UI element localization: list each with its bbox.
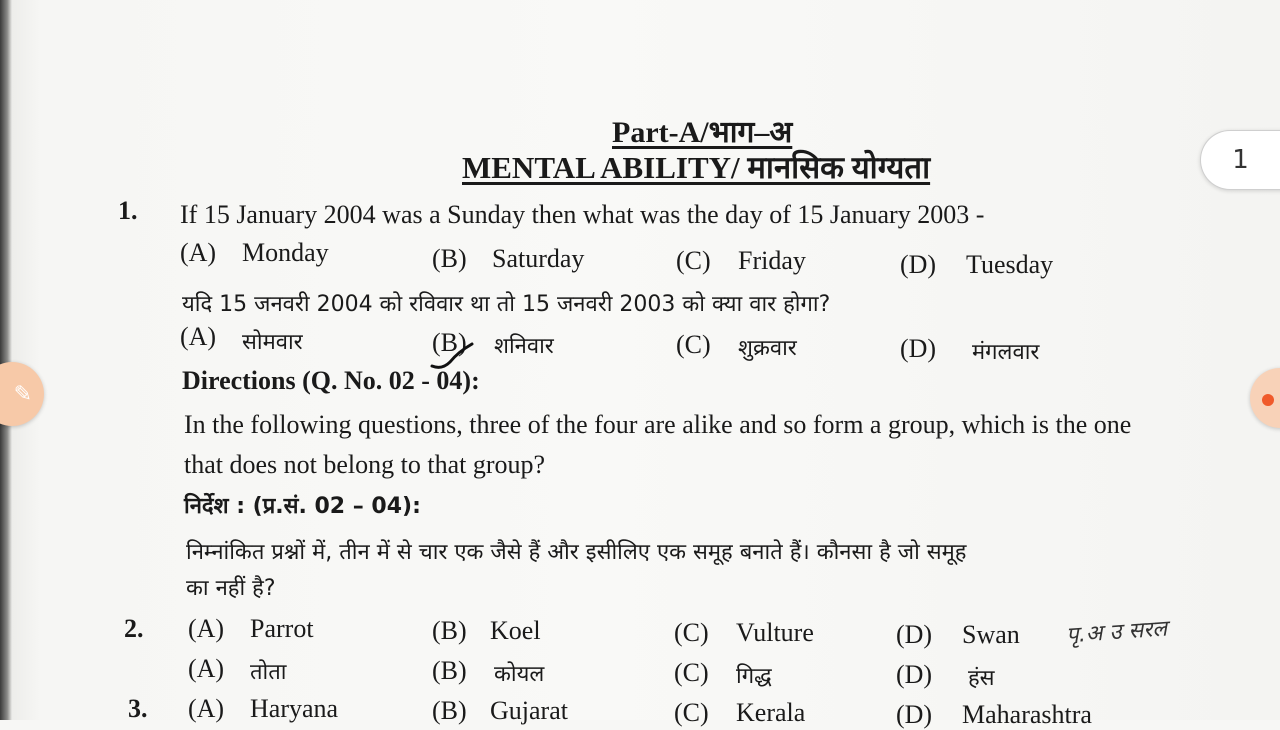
q3-opt-d-text: Maharashtra [962,700,1092,729]
q1-text-hi: यदि 15 जनवरी 2004 को रविवार था तो 15 जनवरी 2003 को क्या वार होगा? [182,292,831,317]
q1-hi-opt-d-label: (D) [900,334,937,363]
q2-opt-a-label: (A) [188,614,225,643]
q3-opt-b-text: Gujarat [490,696,568,725]
q1-hi-opt-b-label: (B) [432,328,467,357]
q1-opt-c-text: Friday [738,246,806,275]
q1-opt-d-text: Tuesday [966,250,1054,279]
q1-opt-b-label: (B) [432,244,467,273]
q3-opt-b-label: (B) [432,696,467,725]
q1-number: 1. [118,196,138,225]
directions-heading-en: Directions (Q. No. 02 - 04): [182,366,480,395]
q2-hi-opt-c-text: गिद्ध [736,664,772,689]
q2-opt-b-text: Koel [490,616,541,645]
handwritten-annotation: पृ.अ उ सरल [1065,616,1168,649]
q3-number: 3. [128,694,148,723]
q2-opt-b-label: (B) [432,616,467,645]
q1-hi-opt-c-label: (C) [676,330,711,359]
part-heading: Part-A/भाग–अ [612,116,793,149]
q3-opt-a-label: (A) [188,694,225,723]
q3-opt-c-label: (C) [674,698,709,727]
brush-icon: ✎ [13,381,32,406]
q1-opt-a-label: (A) [180,238,217,267]
q3-opt-d-label: (D) [896,700,933,729]
section-heading: MENTAL ABILITY/ मानसिक योग्यता [462,150,931,185]
q2-hi-opt-b-label: (B) [432,656,467,685]
q2-opt-c-text: Vulture [736,618,814,647]
q2-hi-opt-d-text: हंस [968,666,995,691]
q2-opt-c-label: (C) [674,618,709,647]
q1-hi-opt-a-label: (A) [180,322,217,351]
directions-body-en-2: that does not belong to that group? [184,450,546,479]
q2-hi-opt-b-text: कोयल [494,662,545,687]
q2-hi-opt-a-label: (A) [188,654,225,683]
directions-body-hi-2: का नहीं है? [186,576,276,601]
directions-heading-hi: निर्देश : (प्र.सं. 02 – 04): [184,494,421,519]
q3-opt-c-text: Kerala [736,698,806,727]
directions-body-hi-1: निम्नांकित प्रश्नों में, तीन में से चार एक जैसे हैं और इसीलिए एक समूह बनाते हैं। कौनसा है जो समूह [186,540,967,565]
q1-opt-b-text: Saturday [492,244,585,273]
q1-hi-opt-c-text: शुक्रवार [738,336,797,361]
q1-hi-opt-d-text: मंगलवार [972,340,1040,365]
directions-body-en-1: In the following questions, three of the four are alike and so form a group, which is the one [184,410,1132,439]
q1-hi-opt-a-text: सोमवार [242,330,303,355]
page-number-label: 1 [1232,145,1249,175]
q1-opt-a-text: Monday [242,238,329,267]
q2-hi-opt-a-text: तोता [250,660,287,685]
record-dot-icon [1262,394,1274,406]
q2-opt-d-label: (D) [896,620,933,649]
page-left-edge [0,0,12,720]
q2-opt-a-text: Parrot [250,614,314,643]
q2-hi-opt-d-label: (D) [896,660,933,689]
q1-hi-opt-b-text: शनिवार [494,334,554,359]
page-number-indicator[interactable] [1200,130,1280,190]
q1-text-en: If 15 January 2004 was a Sunday then what was the day of 15 January 2003 - [180,200,985,229]
q2-hi-opt-c-label: (C) [674,658,709,687]
q1-opt-d-label: (D) [900,250,937,279]
q2-number: 2. [124,614,144,643]
q1-opt-c-label: (C) [676,246,711,275]
q3-opt-a-text: Haryana [250,694,339,723]
q2-opt-d-text: Swan [962,620,1020,649]
